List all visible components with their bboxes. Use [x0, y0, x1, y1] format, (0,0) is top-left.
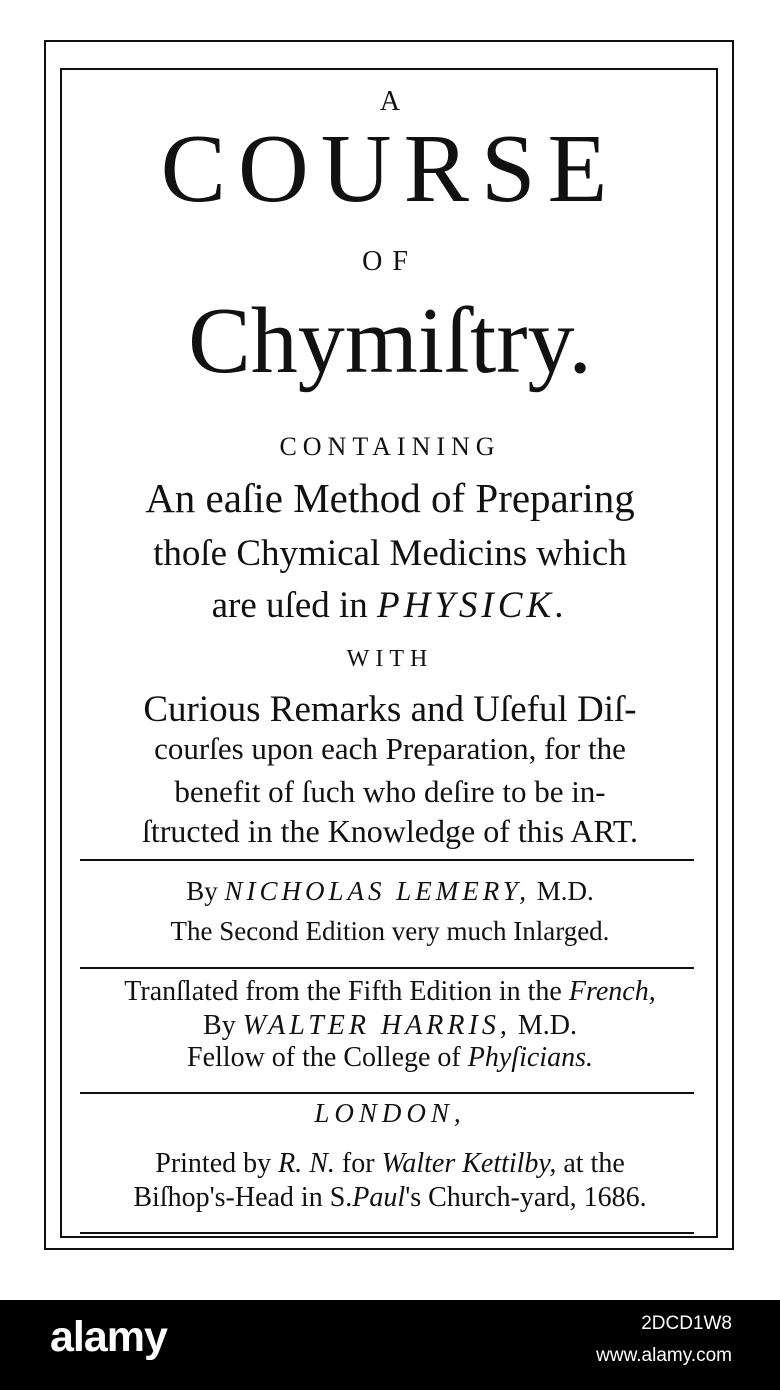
remarks-line-2: courſes upon each Preparation, for the — [154, 731, 626, 766]
imprint-text: 's Church-yard, 1686. — [405, 1182, 647, 1213]
paul-word: Paul — [352, 1182, 406, 1213]
remarks-line-3: benefit of ſuch who deſire to be in- — [174, 774, 606, 809]
remarks-line-1: Curious Remarks and Uſeful Diſ- — [143, 689, 637, 730]
imprint-text: at the — [556, 1148, 625, 1179]
title-course: COURSE — [160, 115, 620, 223]
divider-rule — [80, 967, 694, 969]
imprint-text: for — [334, 1148, 382, 1179]
physick-word: PHYSICK. — [377, 585, 569, 626]
author-prefix: By — [186, 876, 225, 906]
divider-rule — [80, 1092, 694, 1094]
bookseller-name: Walter Kettilby, — [381, 1148, 557, 1179]
translated-line — [0, 976, 780, 1008]
translated-text: Tranſlated from the Fifth Edition in the — [124, 976, 569, 1007]
remarks-line-4: ſtructed in the Knowledge of this ART. — [141, 813, 639, 849]
fellow-line — [0, 1042, 780, 1074]
imprint-printer-line — [0, 1148, 780, 1180]
subtitle-line-3-text: are uſed in — [211, 585, 378, 626]
imprint-city: LONDON, — [314, 1098, 466, 1128]
imprint-text: Printed by — [155, 1148, 279, 1179]
translator-line — [0, 1010, 780, 1042]
physicians-word: Phyſicians. — [467, 1042, 593, 1073]
subtitle-containing: CONTAINING — [279, 432, 501, 461]
title-of: OF — [362, 246, 418, 277]
author-name: NICHOLAS LEMERY, — [224, 876, 531, 906]
divider-rule — [80, 859, 694, 861]
translator-suffix: M.D. — [510, 1010, 577, 1041]
translator-prefix: By — [203, 1010, 243, 1041]
printer-initials: R. N. — [278, 1148, 335, 1179]
author-line — [0, 876, 780, 907]
title-chymistry: Chymiſtry. — [188, 289, 592, 393]
french-word: French, — [568, 976, 656, 1007]
image-id: 2DCD1W8 — [641, 1313, 732, 1334]
author-suffix: M.D. — [530, 876, 594, 906]
title-article: A — [379, 86, 401, 117]
imprint-text: Biſhop's-Head in S. — [133, 1182, 353, 1213]
subtitle-line-1: An eaſie Method of Preparing — [145, 475, 635, 521]
subtitle-line-2: thoſe Chymical Medicins which — [153, 533, 627, 574]
imprint-address-line — [0, 1182, 780, 1214]
edition-line: The Second Edition very much Inlarged. — [170, 916, 610, 946]
subtitle-line-3 — [0, 584, 780, 627]
with-heading: WITH — [346, 646, 434, 672]
watermark-url: www.alamy.com — [596, 1345, 732, 1366]
translator-name: WALTER HARRIS, — [242, 1010, 511, 1041]
alamy-logo: alamy — [50, 1313, 167, 1361]
divider-rule — [80, 1232, 694, 1234]
fellow-text: Fellow of the College of — [187, 1042, 468, 1073]
